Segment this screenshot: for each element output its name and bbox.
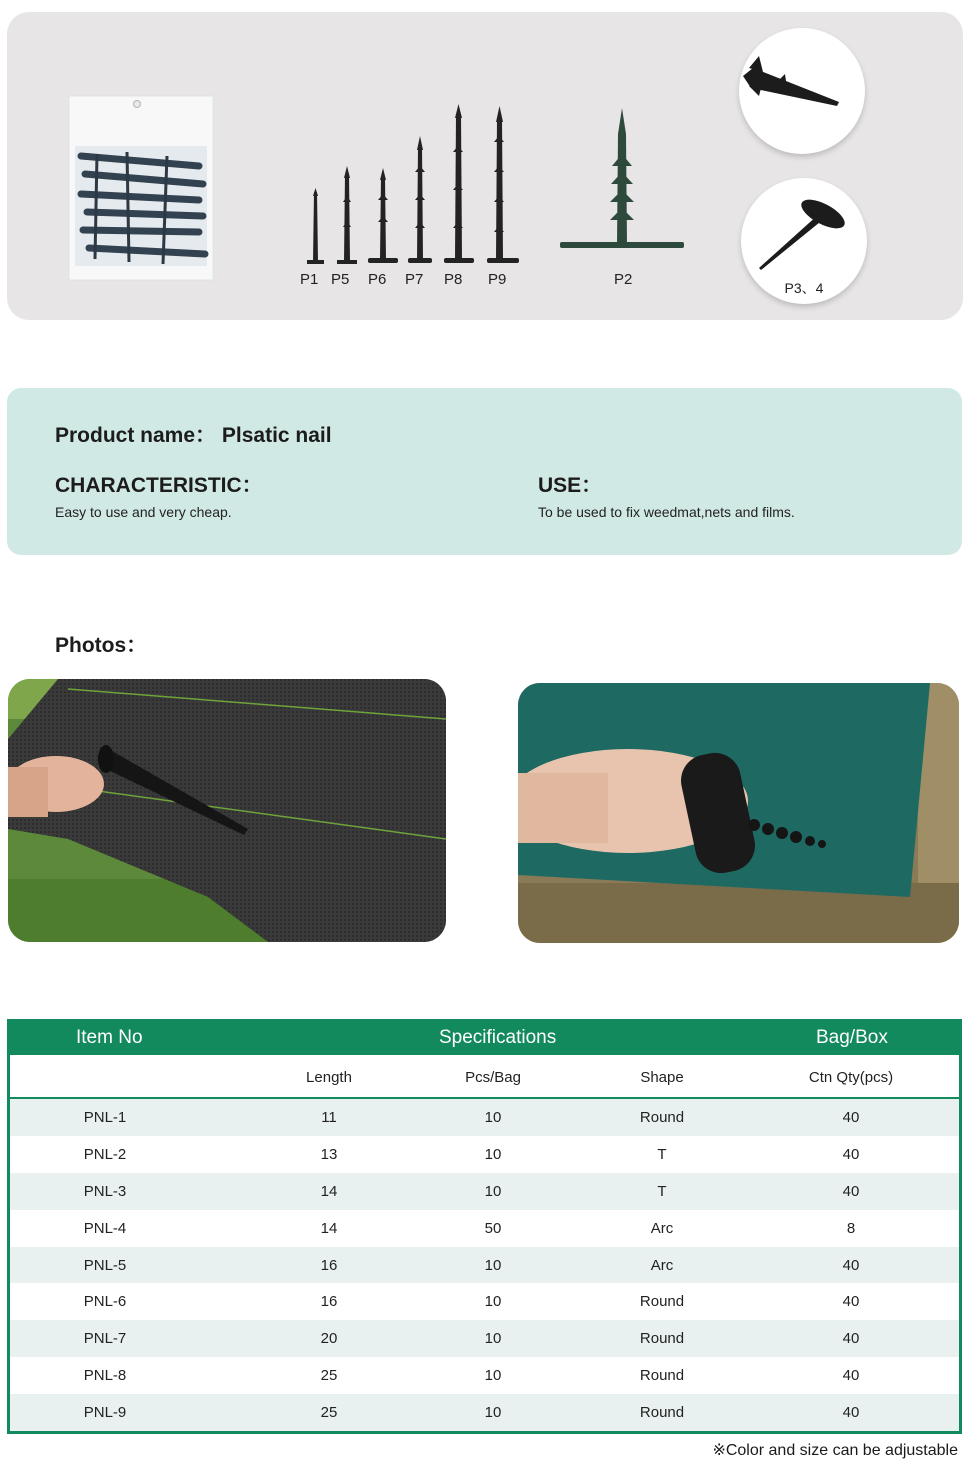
- use-text: To be used to fix weedmat,nets and films.: [538, 504, 795, 520]
- nail-label-p5: P5: [331, 271, 350, 288]
- product-info-panel: [7, 388, 962, 555]
- table-row: [10, 1320, 959, 1357]
- cell-qty: 40: [842, 1367, 860, 1385]
- nail-label-p6: P6: [368, 271, 387, 288]
- cell-pcs: 50: [484, 1219, 502, 1237]
- table-row: [10, 1173, 959, 1210]
- cell-item: PNL-9: [83, 1404, 127, 1422]
- characteristic-text: Easy to use and very cheap.: [55, 504, 232, 520]
- spec-table: [7, 1019, 962, 1434]
- table-row: [10, 1357, 959, 1394]
- cell-item: PNL-2: [83, 1145, 127, 1163]
- cell-pcs: 10: [484, 1109, 502, 1126]
- cell-shape: T: [657, 1182, 667, 1200]
- cell-length: 11: [321, 1109, 337, 1126]
- cell-qty: 40: [842, 1293, 860, 1311]
- cell-length: 25: [320, 1404, 338, 1422]
- cell-pcs: 10: [484, 1330, 502, 1348]
- cell-length: 16: [320, 1293, 338, 1311]
- cell-length: 25: [320, 1367, 338, 1385]
- header-specifications: Specifications: [439, 1027, 557, 1048]
- cell-shape: T: [657, 1145, 667, 1163]
- cell-qty: 40: [842, 1256, 860, 1274]
- table-row: [10, 1247, 959, 1284]
- table-row: [10, 1210, 959, 1247]
- nail-detail-circle-top: [739, 28, 865, 154]
- cell-shape: Arc: [650, 1256, 674, 1274]
- photo-green-weedmat: [518, 683, 959, 943]
- nail-label-p3-4: P3、4: [784, 280, 824, 296]
- cell-qty: 40: [842, 1145, 860, 1163]
- cell-length: 20: [320, 1330, 338, 1348]
- arc-nail-image: [739, 28, 865, 154]
- cell-shape: Round: [639, 1367, 685, 1385]
- characteristic-heading: CHARACTERISTIC：: [55, 474, 263, 497]
- table-header-bar: [7, 1019, 962, 1055]
- cell-item: PNL-3: [83, 1182, 127, 1200]
- use-heading: USE：: [538, 474, 603, 497]
- table-row: [10, 1099, 959, 1136]
- header-item-no: Item No: [76, 1027, 143, 1048]
- subheader-length: Length: [306, 1069, 352, 1086]
- cell-item: PNL-6: [83, 1293, 127, 1311]
- cell-shape: Arc: [650, 1219, 674, 1237]
- adjustable-note: ※Color and size can be adjustable: [712, 1442, 958, 1459]
- cell-qty: 40: [842, 1404, 860, 1422]
- cell-item: PNL-8: [83, 1367, 127, 1385]
- cell-length: 14: [320, 1182, 338, 1200]
- nail-label-p7: P7: [405, 271, 424, 288]
- header-bag-box: Bag/Box: [816, 1027, 888, 1048]
- product-name-line: [55, 419, 332, 449]
- photos-heading: Photos：: [55, 634, 148, 657]
- cell-pcs: 10: [484, 1182, 502, 1200]
- cell-item: PNL-1: [83, 1109, 127, 1126]
- cell-item: PNL-7: [83, 1330, 127, 1348]
- cell-qty: 40: [842, 1109, 860, 1126]
- nail-label-p2: P2: [614, 271, 633, 288]
- photo-black-weedmat: [8, 679, 446, 942]
- cell-shape: Round: [639, 1404, 685, 1422]
- cell-shape: Round: [639, 1330, 685, 1348]
- cell-item: PNL-5: [83, 1256, 127, 1274]
- table-row: [10, 1283, 959, 1320]
- cell-length: 14: [320, 1219, 338, 1237]
- nail-detail-circle-bottom: [741, 178, 867, 304]
- cell-shape: Round: [639, 1293, 685, 1311]
- nail-label-p9: P9: [488, 271, 507, 288]
- t-nail-image: [557, 104, 687, 254]
- subheader-shape: Shape: [640, 1069, 684, 1086]
- cell-qty: 8: [846, 1219, 856, 1237]
- nail-label-p1: P1: [300, 271, 319, 288]
- product-name-label: Product name：: [55, 424, 217, 447]
- product-overview-panel: [7, 12, 963, 320]
- cell-shape: Round: [639, 1109, 685, 1126]
- table-body: [10, 1099, 959, 1431]
- cell-item: PNL-4: [83, 1219, 127, 1237]
- cell-pcs: 10: [484, 1367, 502, 1385]
- cell-length: 13: [320, 1145, 338, 1163]
- product-name-value: Plsatic nail: [221, 424, 332, 447]
- subheader-ctn-qty: Ctn Qty(pcs): [808, 1069, 894, 1086]
- subheader-pcs-bag: Pcs/Bag: [465, 1069, 521, 1086]
- cell-length: 16: [320, 1256, 338, 1274]
- cell-pcs: 10: [484, 1256, 502, 1274]
- nail-bag-image: [67, 94, 215, 282]
- cell-pcs: 10: [484, 1404, 502, 1422]
- table-subheader-row: [10, 1055, 959, 1099]
- cell-pcs: 10: [484, 1145, 502, 1163]
- nail-lineup-image: [292, 92, 532, 267]
- cell-qty: 40: [842, 1182, 860, 1200]
- cell-qty: 40: [842, 1330, 860, 1348]
- table-row: [10, 1136, 959, 1173]
- cell-pcs: 10: [484, 1293, 502, 1311]
- table-row: [10, 1394, 959, 1431]
- nail-label-p8: P8: [444, 271, 463, 288]
